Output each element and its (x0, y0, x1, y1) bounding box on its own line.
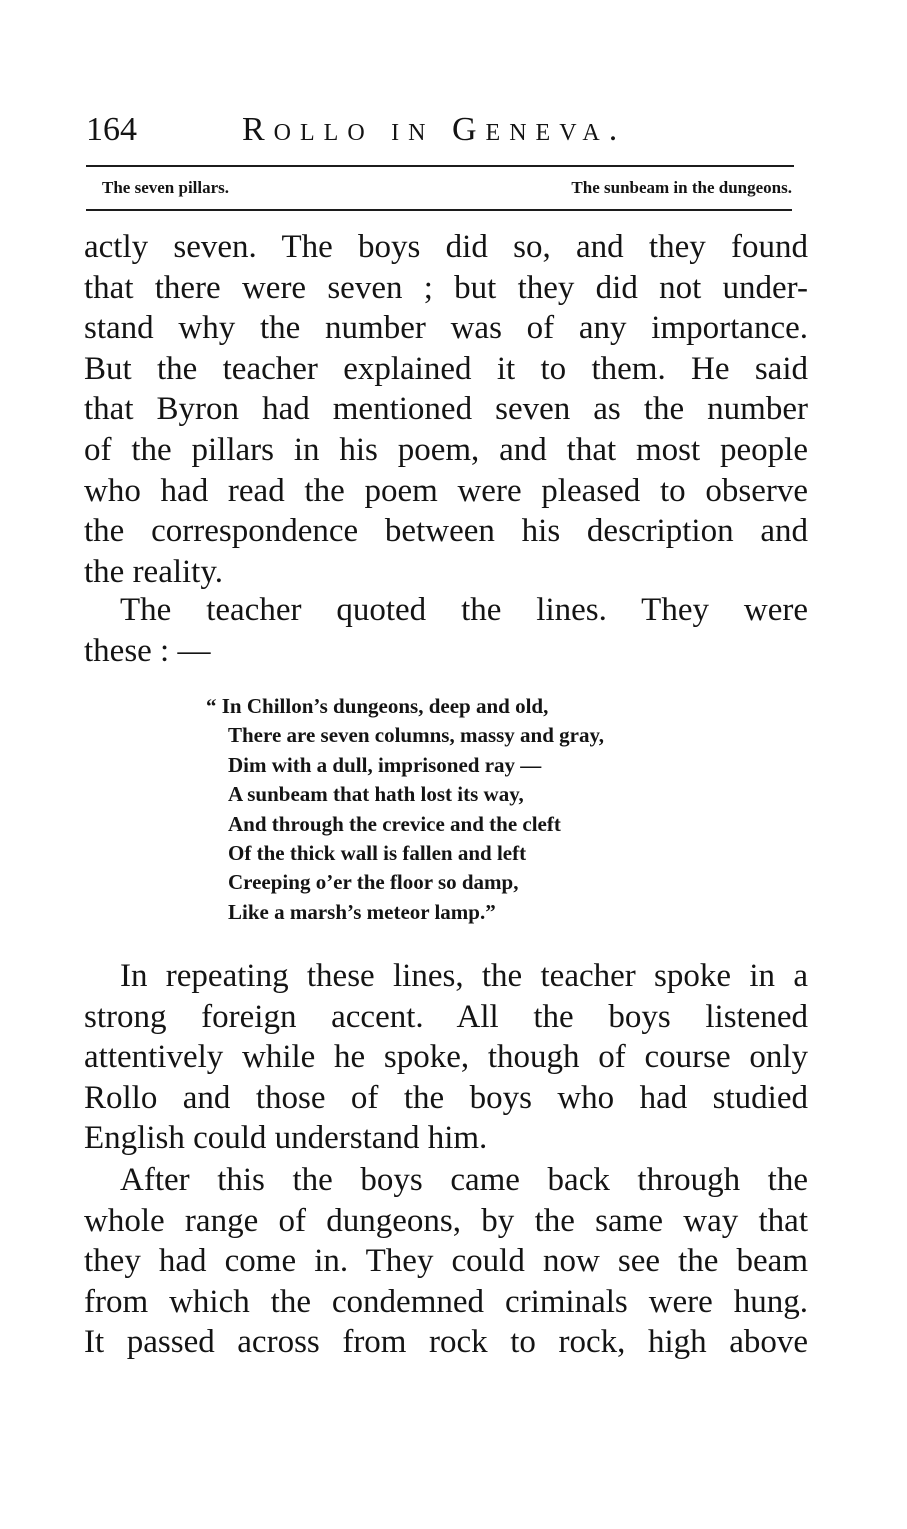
quote-line: Like a marsh’s meteor lamp.” (228, 899, 496, 924)
subhead-right: The sunbeam in the dungeons. (571, 178, 792, 197)
page-number: 164 (86, 111, 137, 148)
quote-line: There are seven columns, massy and gray, (228, 723, 605, 748)
quote-line: Dim with a dull, imprisoned ray — (228, 752, 542, 777)
text-line: who had read the poem were pleased to observe (84, 472, 808, 509)
running-title: Rollo in Geneva. (242, 111, 627, 148)
text-line: they had come in. They could now see the beam (84, 1243, 808, 1280)
quote-line: A sunbeam that hath lost its way, (228, 782, 524, 807)
poem-quotation (206, 692, 706, 927)
paragraph-3 (84, 956, 808, 1159)
text-line: After this the boys came back through the (120, 1162, 808, 1198)
text-line: that Byron had mentioned seven as the number (84, 391, 808, 428)
text-line: that there were seven ; but they did not under- (84, 269, 808, 306)
header-rule-top (86, 165, 794, 167)
text-line: But the teacher explained it to them. He said (84, 350, 808, 387)
text-line: Rollo and those of the boys who had studied (84, 1079, 808, 1116)
page-header (86, 110, 794, 154)
paragraph-4 (84, 1160, 808, 1363)
text-line: whole range of dungeons, by the same way that (84, 1202, 808, 1239)
text-line: The teacher quoted the lines. They were (120, 592, 808, 628)
text-line: the correspondence between his description and (84, 513, 808, 550)
text-line: from which the condemned criminals were hung. (84, 1283, 808, 1320)
header-rule-bottom (86, 209, 792, 211)
text-line: attentively while he spoke, though of course only (84, 1039, 808, 1076)
section-subheads (86, 176, 792, 200)
quote-line: Of the thick wall is fallen and left (228, 840, 527, 865)
text-line: strong foreign accent. All the boys listened (84, 998, 808, 1035)
paragraph-2 (84, 590, 808, 671)
text-line: It passed across from rock to rock, high above (84, 1324, 808, 1361)
quote-line: And through the crevice and the cleft (228, 811, 561, 836)
text-line: stand why the number was of any importance. (84, 310, 808, 347)
quote-line: “ In Chillon’s dungeons, deep and old, (206, 694, 549, 718)
text-line: English could understand him. (84, 1120, 488, 1157)
text-line: actly seven. The boys did so, and they found (84, 229, 808, 265)
text-line: In repeating these lines, the teacher spoke in a (120, 958, 808, 994)
text-line: the reality. (84, 553, 223, 590)
subhead-left: The seven pillars. (102, 178, 230, 197)
text-line: these : — (84, 632, 211, 669)
quote-line: Creeping o’er the floor so damp, (228, 870, 519, 895)
text-line: of the pillars in his poem, and that most people (84, 431, 808, 468)
paragraph-1 (84, 227, 808, 592)
